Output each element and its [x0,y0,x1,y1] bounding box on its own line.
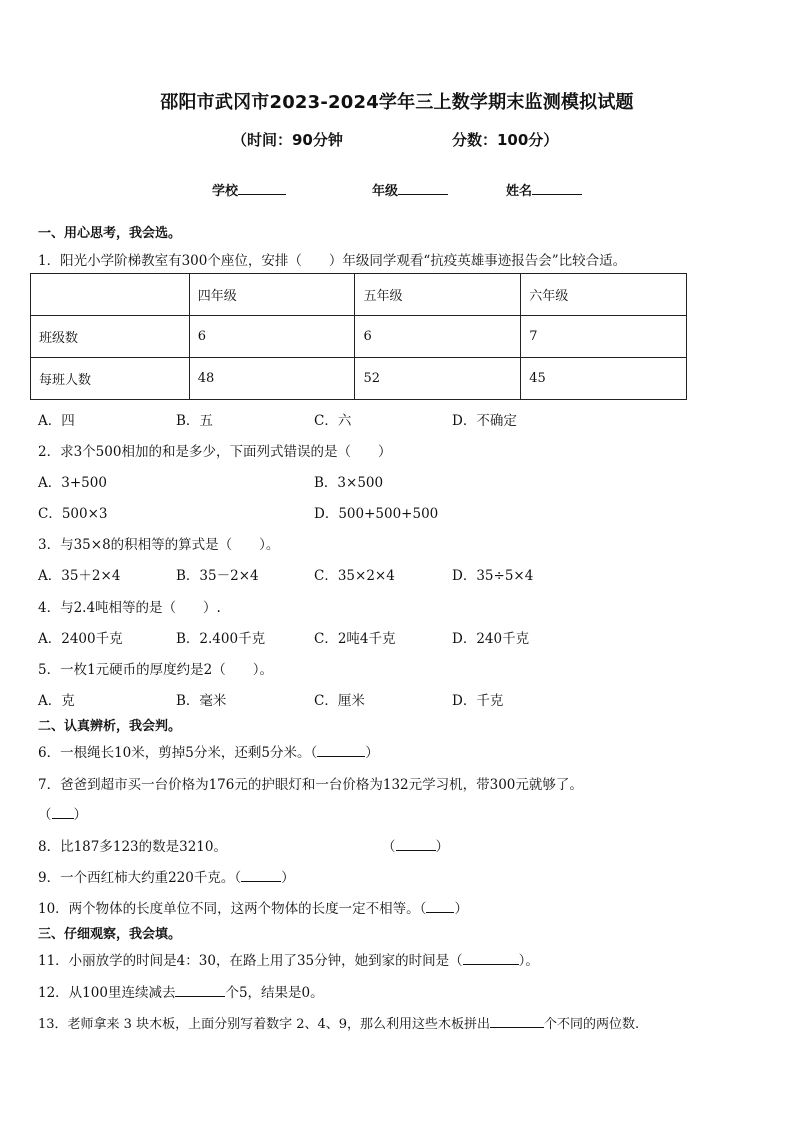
q5-option-c[interactable]: C．厘米 [314,693,365,709]
q4-option-c[interactable]: C．2吨4千克 [314,631,396,647]
question-7: 7．爸爸到超市买一台价格为176元的护眼灯和一台价格为132元学习机，带300元就够了。 [38,777,583,793]
q5-option-b[interactable]: B．毫米 [176,693,227,709]
table-cell: 六年级 [521,274,687,316]
q9-answer-blank[interactable] [241,867,281,882]
q2-option-b[interactable]: B．3×500 [314,475,384,491]
q1-option-c[interactable]: C．六 [314,413,352,429]
q13-text: 13．老师拿来 3 块木板，上面分别写着数字 2、4、9，那么利用这些木板拼出 [38,1017,491,1032]
q8-paren-close: ） [435,839,449,855]
section-3-heading: 三、仔细观察，我会填。 [38,927,182,942]
q6-answer-blank[interactable] [317,742,365,757]
name-field[interactable] [506,180,582,199]
q7-answer-line [38,803,87,823]
grade-blank[interactable] [398,180,448,195]
q4-option-b[interactable]: B．2.400千克 [176,631,266,647]
table-row [31,316,687,358]
q11-paren-close: ）。 [518,953,539,969]
q10-answer-blank[interactable] [426,898,454,913]
q7-paren-open: （ [38,807,52,823]
question-3: 3．与35×8的积相等的算式是（ ）。 [38,537,280,553]
table-cell: 6 [189,316,355,358]
q1-table [30,273,687,400]
page-title: 邵阳市武冈市2023-2024学年三上数学期末监测模拟试题 [160,92,634,113]
question-11 [38,949,539,969]
q3-option-b[interactable]: B．35－2×4 [176,568,259,584]
q6-text: 6．一根绳长10米，剪掉5分米，还剩5分米。（ [38,745,318,761]
grade-field[interactable] [372,180,448,199]
question-2: 2．求3个500相加的和是多少，下面列式错误的是（ ） [38,444,392,460]
table-row [31,274,687,316]
q6-paren-close: ） [365,745,379,761]
exam-score: 分数：100分） [452,131,559,149]
q13-answer-blank[interactable] [490,1013,544,1028]
q5-option-a[interactable]: A．克 [38,693,75,709]
table-cell: 四年级 [189,274,355,316]
q1-option-b[interactable]: B．五 [176,413,213,429]
q2-option-c[interactable]: C．500×3 [38,506,108,522]
q9-paren-close: ） [281,870,295,886]
question-6 [38,741,379,761]
q3-option-c[interactable]: C．35×2×4 [314,568,395,584]
table-cell: 五年级 [355,274,521,316]
name-blank[interactable] [532,180,582,195]
exam-time: （时间：90分钟 [232,131,343,149]
q9-text: 9．一个西红柿大约重220千克。（ [38,870,242,886]
q3-option-d[interactable]: D．35÷5×4 [452,568,534,584]
q4-option-d[interactable]: D．240千克 [452,631,530,647]
q8-paren-open: （ [382,839,396,855]
question-8: 8．比187多123的数是3210。 [38,839,227,855]
q1-option-a[interactable]: A．四 [38,413,75,429]
table-cell: 班级数 [31,316,190,358]
q8-answer-blank[interactable] [396,836,436,851]
question-9 [38,866,295,886]
table-cell: 每班人数 [31,358,190,400]
q12-text-end: 个5，结果是0。 [225,985,324,1001]
table-cell: 48 [189,358,355,400]
q7-paren-close: ） [73,807,87,823]
question-10 [38,897,468,917]
q8-answer [382,835,449,855]
q10-text: 10．两个物体的长度单位不同，这两个物体的长度一定不相等。（ [38,901,427,917]
q2-option-d[interactable]: D．500+500+500 [314,506,439,522]
table-cell: 6 [355,316,521,358]
school-field[interactable] [212,180,286,199]
table-cell: 45 [521,358,687,400]
table-cell: 52 [355,358,521,400]
q11-answer-blank[interactable] [463,950,519,965]
question-4: 4．与2.4吨相等的是（ ）. [38,600,221,616]
table-cell: 7 [521,316,687,358]
school-label: 学校 [212,184,239,199]
school-blank[interactable] [238,180,286,195]
q12-answer-blank[interactable] [175,982,225,997]
q5-option-d[interactable]: D．千克 [452,693,504,709]
question-1: 1．阳光小学阶梯教室有300个座位，安排（ ）年级同学观看“抗疫英雄事迹报告会”比较合适。 [38,253,627,269]
section-2-heading: 二、认真辨析，我会判。 [38,719,182,734]
q10-paren-close: ） [454,901,468,917]
section-1-heading: 一、用心思考，我会选。 [38,226,182,241]
question-13 [38,1013,639,1032]
grade-label: 年级 [372,184,399,199]
q7-answer-blank[interactable] [52,804,74,819]
table-cell [31,274,190,316]
q12-text: 12．从100里连续减去 [38,985,176,1001]
question-5: 5．一枚1元硬币的厚度约是2（ ）。 [38,662,274,678]
q13-text-end: 个不同的两位数. [544,1017,640,1032]
q4-option-a[interactable]: A．2400千克 [38,631,123,647]
q3-option-a[interactable]: A．35＋2×4 [38,568,121,584]
q11-text: 11．小丽放学的时间是4：30，在路上用了35分钟，她到家的时间是（ [38,953,463,969]
q2-option-a[interactable]: A．3+500 [38,475,107,491]
q1-option-d[interactable]: D．不确定 [452,413,517,429]
name-label: 姓名 [506,184,533,199]
table-row [31,358,687,400]
question-12 [38,981,324,1001]
